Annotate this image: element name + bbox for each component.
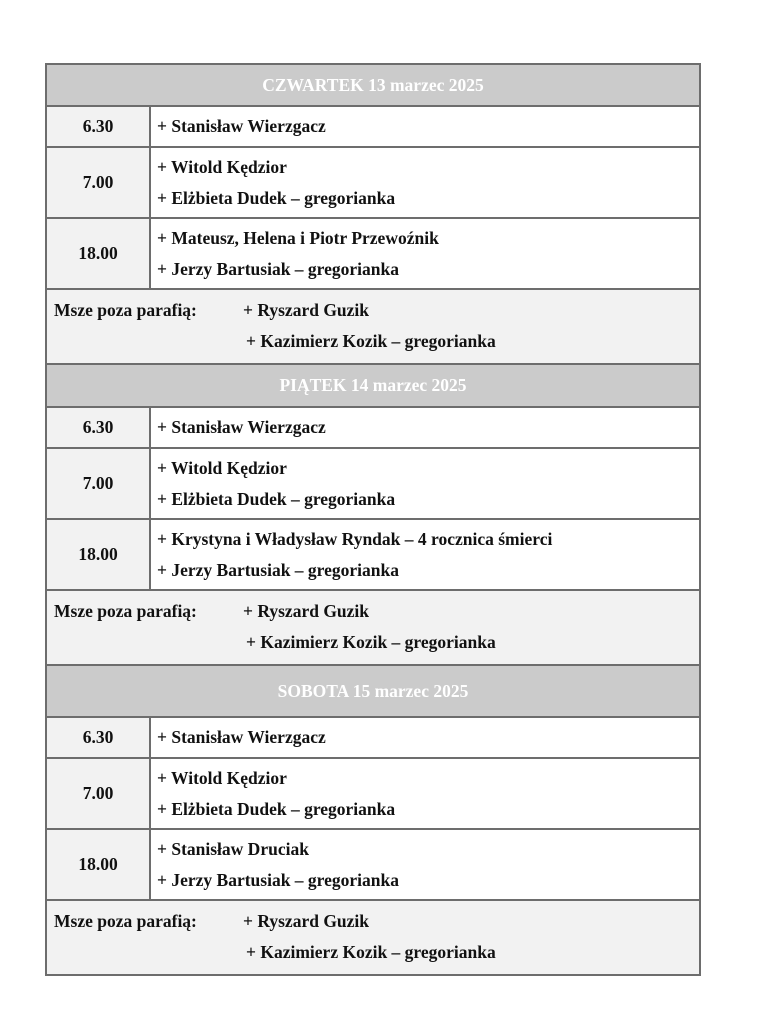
day-header-thursday: CZWARTEK 13 marzec 2025 <box>46 64 700 106</box>
day-header-saturday: SOBOTA 15 marzec 2025 <box>46 665 700 717</box>
mass-time: 18.00 <box>46 218 150 289</box>
mass-time: 7.00 <box>46 147 150 218</box>
intention: + Witold Kędzior <box>157 156 287 177</box>
mass-time: 6.30 <box>46 106 150 147</box>
mass-intentions <box>150 218 700 289</box>
outside-masses <box>46 289 700 364</box>
mass-intentions <box>150 407 700 448</box>
day-header-friday: PIĄTEK 14 marzec 2025 <box>46 364 700 407</box>
mass-intentions <box>150 147 700 218</box>
mass-time: 6.30 <box>46 407 150 448</box>
intention: + Kazimierz Kozik – gregorianka <box>246 942 496 962</box>
outside-masses-label: Msze poza parafią: <box>54 911 197 931</box>
mass-intentions <box>150 106 700 147</box>
mass-schedule-table <box>45 63 701 976</box>
intention: + Jerzy Bartusiak – gregorianka <box>157 869 399 890</box>
intention: + Elżbieta Dudek – gregorianka <box>157 798 396 819</box>
intention: + Stanisław Wierzgacz <box>157 417 326 437</box>
mass-time: 6.30 <box>46 717 150 758</box>
mass-time: 18.00 <box>46 829 150 900</box>
intention: + Witold Kędzior <box>157 457 287 478</box>
mass-intentions <box>150 829 700 900</box>
mass-intentions <box>150 448 700 519</box>
intention: + Elżbieta Dudek – gregorianka <box>157 488 396 509</box>
outside-masses-label: Msze poza parafią: <box>54 601 197 621</box>
intention: + Ryszard Guzik <box>243 300 370 320</box>
intention: + Stanisław Wierzgacz <box>157 116 326 136</box>
mass-intentions <box>150 519 700 590</box>
mass-intentions <box>150 758 700 829</box>
intention: + Kazimierz Kozik – gregorianka <box>246 632 496 652</box>
intention: + Jerzy Bartusiak – gregorianka <box>157 258 399 279</box>
intention: + Ryszard Guzik <box>243 601 370 621</box>
outside-masses <box>46 900 700 975</box>
intention: + Mateusz, Helena i Piotr Przewoźnik <box>157 227 439 248</box>
intention: + Krystyna i Władysław Ryndak – 4 rocznica śmierci <box>157 528 553 549</box>
intention: + Stanisław Druciak <box>157 838 309 859</box>
mass-intentions <box>150 717 700 758</box>
mass-time: 7.00 <box>46 448 150 519</box>
intention: + Witold Kędzior <box>157 767 287 788</box>
outside-masses-label: Msze poza parafią: <box>54 300 197 320</box>
mass-time: 7.00 <box>46 758 150 829</box>
outside-masses <box>46 590 700 665</box>
mass-time: 18.00 <box>46 519 150 590</box>
intention: + Ryszard Guzik <box>243 911 370 931</box>
intention: + Stanisław Wierzgacz <box>157 727 326 747</box>
intention: + Kazimierz Kozik – gregorianka <box>246 331 496 351</box>
intention: + Jerzy Bartusiak – gregorianka <box>157 559 399 580</box>
intention: + Elżbieta Dudek – gregorianka <box>157 187 396 208</box>
